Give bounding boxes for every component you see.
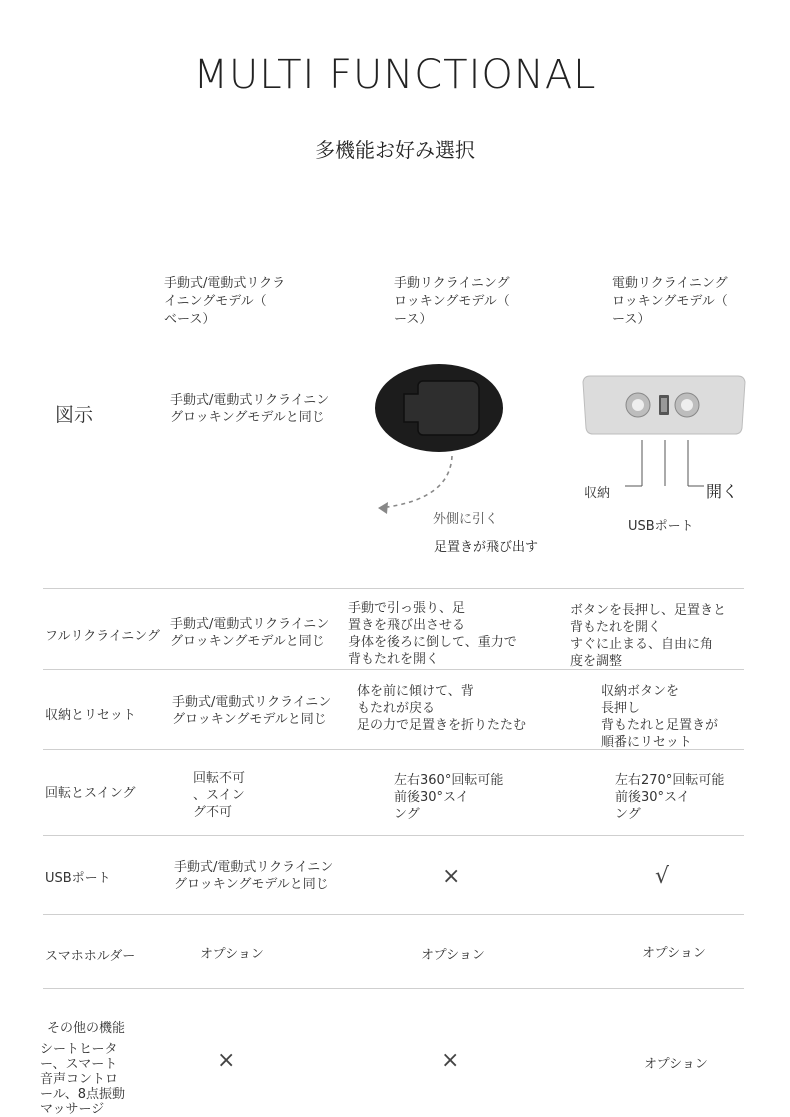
row-usb-port-col1: 手動式/電動式リクライニン グロッキングモデルと同じ [174,860,334,892]
column-heading-electric: 電動リクライニング ロッキングモデル（ ース） [612,276,728,327]
electric-button-panel-diagram [580,370,750,494]
row-storage-reset-col3: 収納ボタンを 長押し 背もたれと足置きが 順番にリセット [601,684,719,750]
usb-port-inner [661,398,667,412]
row-usb-port-col2: × [442,864,461,889]
panel-label-open: 開く [706,482,739,501]
row-separator [43,988,744,989]
panel-label-usb: USBポート [628,519,694,534]
row-storage-reset-col2: 体を前に傾けて、背 もたれが戻る 足の力で足置きを折りたたむ [357,684,527,733]
pull-arrow-head [378,502,388,514]
row-label-storage-reset: 収納とリセット [45,708,136,723]
row-label-full-recline: フルリクライニング [45,629,161,644]
row-storage-reset-col1: 手動式/電動式リクライニン グロッキングモデルと同じ [172,695,332,727]
row-usb-port-col3: √ [655,864,670,889]
open-button-highlight [681,399,693,411]
row-other-functions-col1: × [217,1048,236,1073]
row-phone-holder-col1: オプション [200,947,264,962]
row-rotation-swing-col2: 左右360°回転可能 前後30°スイ ング [394,773,504,822]
row-phone-holder-col2: オプション [421,948,485,963]
panel-label-close: 収納 [584,486,611,501]
column-heading-manual: 手動リクライニング ロッキングモデル（ ース） [394,276,510,327]
manual-handle-diagram [370,360,530,520]
row-phone-holder-col3: オプション [642,946,706,961]
row-other-functions-col2: × [441,1048,460,1073]
close-button-highlight [632,399,644,411]
row-label-phone-holder: スマホホルダー [45,949,136,964]
diagram-row-label: 図示 [55,404,94,426]
pull-arrow-path [380,456,452,508]
row-separator [43,914,744,915]
row-full-recline-col1: 手動式/電動式リクライニン グロッキングモデルと同じ [170,617,330,649]
row-other-functions-col3: オプション [644,1057,708,1072]
page-title: MULTI FUNCTIONAL [193,52,597,98]
diagram-col1-text: 手動式/電動式リクライニン グロッキングモデルと同じ [170,393,330,425]
row-separator [43,835,744,836]
row-full-recline-col2: 手動で引っ張り、足 置きを飛び出させる 身体を後ろに倒して、重力で 背もたれを開く [348,601,517,667]
handle-caption-footrest: 足置きが飛び出す [434,540,539,555]
row-other-functions-sublabel: シートヒータ ー、スマート 音声コントロ ール、8点振動 マッサージ [40,1042,125,1117]
row-label-usb-port: USBポート [45,871,111,886]
row-label-rotation-swing: 回転とスイング [45,786,136,801]
row-full-recline-col3: ボタンを長押し、足置きと 背もたれを開く すぐに止まる、自由に角 度を調整 [570,603,727,669]
column-heading-base: 手動式/電動式リクラ イニングモデル（ ベース） [164,276,286,327]
row-rotation-swing-col3: 左右270°回転可能 前後30°スイ ング [615,773,725,822]
row-separator [43,588,744,589]
row-rotation-swing-col1: 回転不可 、スイン グ不可 [193,771,246,820]
page-subtitle: 多機能お好み選択 [315,138,475,162]
handle-caption-pull: 外側に引く [433,512,499,527]
row-label-other-functions: その他の機能 [47,1021,126,1036]
